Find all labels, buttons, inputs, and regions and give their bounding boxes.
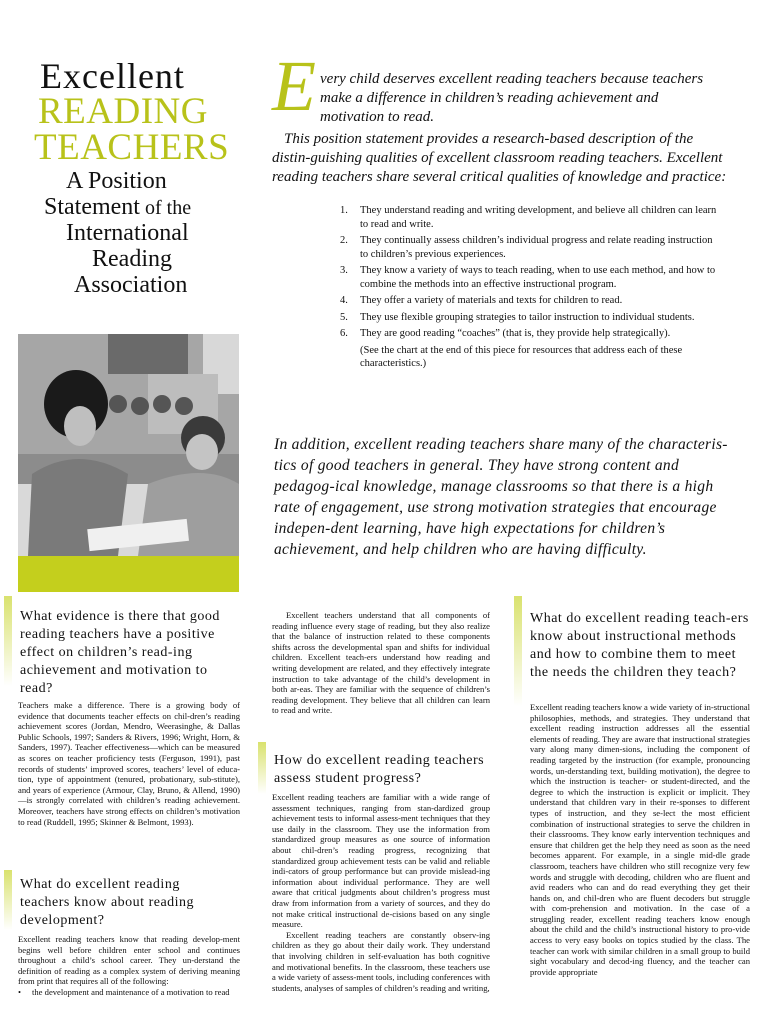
list-text: They are good reading “coaches” (that is, they provide help strategically). bbox=[360, 328, 671, 339]
list-text: They know a variety of ways to teach reading, when to use each method, and how to combine the methods into an effective instructional program. bbox=[360, 265, 716, 290]
title-reading: READING bbox=[38, 91, 208, 132]
answer-development-text: Excellent reading teachers know that reading develop-ment begins well before children enter school and continues throughout a child’s school career. They un-derstand the definition of reading as a complex system of deriving meaning from print that requires all of the following: bbox=[18, 934, 240, 987]
subtitle-statement: Statement bbox=[44, 194, 140, 220]
subtitle-line4: Reading bbox=[92, 246, 172, 272]
list-item bbox=[340, 311, 720, 325]
title-excellent: Excellent bbox=[40, 56, 185, 96]
subtitle-line5: Association bbox=[74, 272, 188, 298]
heading-accent bbox=[514, 596, 522, 706]
answer-development bbox=[18, 934, 240, 998]
bullet-item bbox=[18, 987, 240, 998]
list-number: 2. bbox=[340, 235, 348, 246]
list-item bbox=[340, 264, 720, 291]
list-text: They understand reading and writing development, and believe all children can learn to read and write. bbox=[360, 205, 717, 230]
accent-bar bbox=[18, 556, 239, 592]
title-teachers: TEACHERS bbox=[34, 127, 230, 168]
heading-accent bbox=[258, 742, 266, 794]
col2-answer bbox=[272, 792, 490, 993]
bullet-dot: • bbox=[18, 986, 22, 997]
col2-paragraph-3: Excellent reading teachers are constantly observ-ing children as they go about their daily work. They understand that involving children in self-evaluation has both cognitive and motivational benefits. In the classroom, these teachers use a wide variety of assess-ment tools, including conferences with students, analyses of samples of children’s reading and writing, bbox=[272, 929, 490, 993]
list-number: 4. bbox=[340, 295, 348, 306]
list-text: They offer a variety of materials and texts for children to read. bbox=[360, 295, 623, 306]
list-text: They use flexible grouping strategies to tailor instruction to individual students. bbox=[360, 311, 695, 323]
intro-paragraph-2: This position statement provides a research-based description of the distin-guishing qualities of excellent classroom reading teachers. Excellent reading teachers share several critical qualities of knowledge and practice: bbox=[272, 131, 727, 185]
list-item bbox=[340, 204, 720, 231]
col3-answer: Excellent reading teachers know a wide variety of in-structional philosophies, methods, and strategies. They understand that excellent reading instruction addresses all the essential elements of reading. They are aware that instructional strategies vary along many dimen-sions, including the component of reading targeted by the instruction (for example, pronouncing words, un-derstanding text, building motivation), the degree to which the instruction is teacher- or student-directed, and the degree to which the instruction is explicit or implicit. They understand that children vary in their re-sponses to different types of instruction, and they se-lect the most efficient combination of instructional strategies to serve the children in their classrooms. They know early intervention techniques and ensure that children get the help they need as soon as the need becomes apparent. For example, in a single mid-dle grade classroom, teachers have children who still recognize very few words and struggle with decoding, children who are fluent and avid readers who can and do read everything they get their hands on, and chil-dren who are fluent decoders but struggle with com-prehension and motivation. In the case of a struggling reader, excellent reading teachers know enough about the child and the child’s instructional history to pro-vide access to very easy books on topics studied by the class. The teacher can work with similar children in a small group to build sight vocabulary and decod-ing fluency, and the teacher can provide appropriate bbox=[530, 702, 751, 977]
subtitle-of-the: of the bbox=[139, 197, 192, 219]
list-note: (See the chart at the end of this piece for resources that address each of these characteristics.) bbox=[360, 344, 683, 369]
list-text: They continually assess children’s individual progress and relate reading instruction to children’s previous experiences. bbox=[360, 235, 713, 260]
answer-evidence: Teachers make a difference. There is a growing body of evidence that documents teacher effects on chil-dren’s reading achievement scores (Jordan, Mendro, Weerasinghe, & Dallas Public Schools, 1997; Sanders & Rivers, 1996; Wright, Horn, & Sanders, 1997). Teacher effectiveness—which can be measured as scores on teacher proficiency tests (Ferguson, 1991), past records of students’ improved scores, teachers’ level of educa-tion, type of appointment (tenured, probationary, sub-stitute), and years of experience (Armour, Clay, Bruno, & Allend, 1990)—is strongly correlated with children’s reading achievement. Moreover, teachers have strong effects on children’s motivation to read (Ruddell, 1995; Skinner & Belmont, 1993). bbox=[18, 700, 240, 827]
list-number: 5. bbox=[340, 311, 348, 323]
addition-paragraph: In addition, excellent reading teachers share many of the characteris-tics of good teachers in general. They have strong content and pedagog-ical knowledge, manage classrooms so that there is a high rate of engagement, use strong motivation strategies that encourage indepen-dent learning, have high expectations for children’s achievement, and help children who are having difficulty. bbox=[274, 436, 728, 558]
intro-paragraph-1: very child deserves excellent reading teachers because teachers make a difference in children’s reading achievement and motivation to read. bbox=[320, 71, 704, 125]
col2-paragraph-1: Excellent teachers understand that all components of reading influence every stage of reading, but they also realize that the balance of instruction related to these components shifts across the developmental span and shifts for individual children. Excellent teach-ers understand how reading and writing development are related, and they effectively integrate instruction to take advantage of the child’s development in both ar-eas. They are familiar with the sequence of children’s reading development. They believe that all children can learn to read and write. bbox=[272, 610, 490, 716]
drop-cap: E bbox=[272, 46, 316, 126]
subtitle-line2 bbox=[44, 194, 191, 221]
question-heading-evidence: What evidence is there that good reading teachers have a positive effect on children’s read-ing achievement and motivation to read? bbox=[20, 609, 220, 696]
question-heading-methods: What do excellent reading teach-ers know about instructional methods and how to combine them to meet the needs the children they teach? bbox=[530, 611, 749, 680]
list-number: 6. bbox=[340, 328, 348, 339]
list-number: 3. bbox=[340, 265, 348, 276]
qualities-list bbox=[340, 204, 720, 374]
list-item bbox=[340, 234, 720, 261]
list-item bbox=[340, 327, 720, 341]
question-heading-assess: How do excellent reading teachers assess student progress? bbox=[274, 753, 485, 786]
subtitle-line1: A Position bbox=[66, 168, 167, 194]
classroom-photo bbox=[18, 334, 239, 556]
list-number: 1. bbox=[340, 205, 348, 216]
subtitle-line3: International bbox=[66, 220, 189, 246]
heading-accent bbox=[4, 596, 12, 686]
bullet-text: the development and maintenance of a motivation to read bbox=[32, 986, 230, 997]
col2-paragraph-2: Excellent reading teachers are familiar with a wide range of assessment techniques, ranging from stan-dardized group achievement tests to informal assess-ment techniques that they use daily in the classroom. They use the information from standardized group measures as one source of information about chil-dren’s reading progress, recognizing that standardized group achievement tests can be valid and reliable indi-cators of group performance but can provide mislead-ing information about individual performance. They are well aware that critical judgments about children’s progress must draw from information from a variety of sources, and they do not make critical instructional de-cisions based on any single measure. bbox=[272, 792, 490, 930]
list-item bbox=[340, 294, 720, 308]
question-heading-development: What do excellent reading teachers know about reading development? bbox=[20, 877, 195, 928]
heading-accent bbox=[4, 870, 12, 930]
